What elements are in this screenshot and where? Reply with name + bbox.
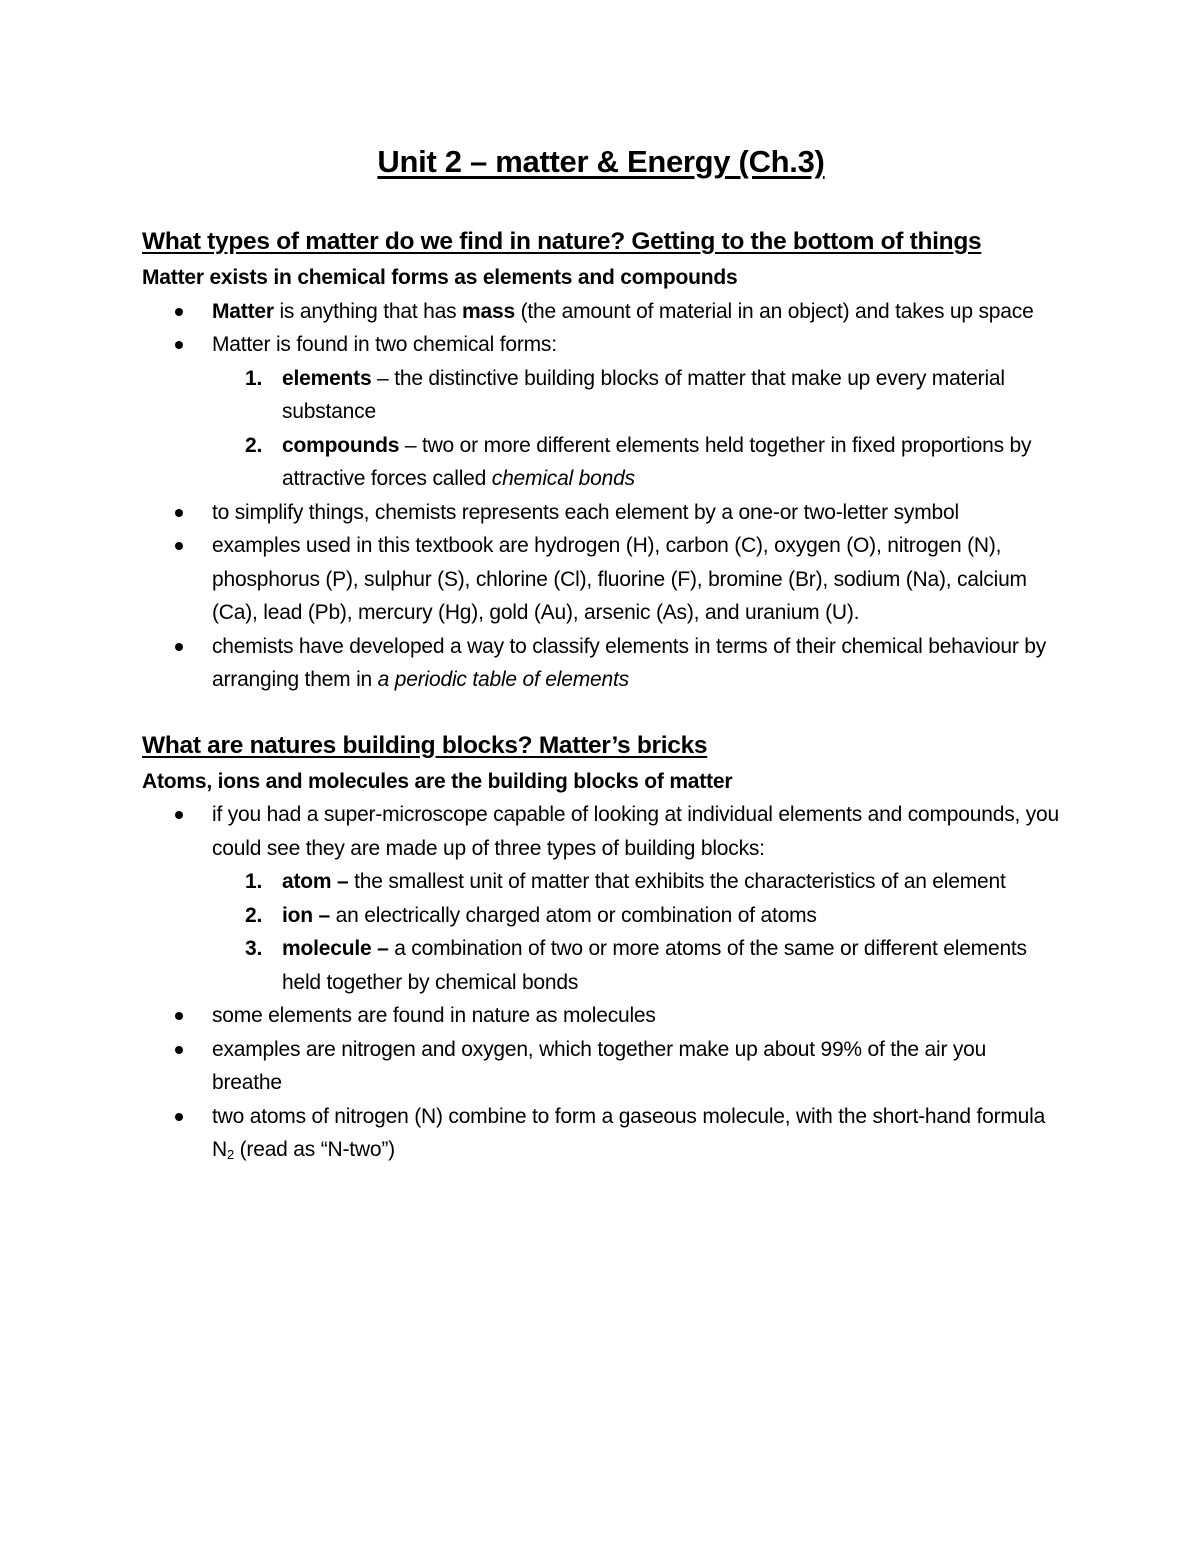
item-text: to simplify things, chemists represents each element by a one-or two-letter symbol xyxy=(212,500,959,524)
term-ion: ion – xyxy=(282,903,331,927)
term-atom: atom – xyxy=(282,870,349,893)
item-text: – two or more different elements held together in fixed proportions by attractive forces called xyxy=(282,433,1032,490)
item-text: (read as “N-two”) xyxy=(234,1138,395,1161)
page-title: Unit 2 – matter & Energy (Ch.3) xyxy=(377,144,825,179)
item-text: the smallest unit of matter that exhibits the characteristics of an element xyxy=(348,870,1006,893)
section-spacer xyxy=(142,697,1060,726)
section-heading: What are natures building blocks? Matter’s bricks xyxy=(142,731,708,759)
numbered-item xyxy=(142,865,1060,899)
section-subheading: Matter exists in chemical forms as elements and compounds xyxy=(142,266,738,289)
item-text: examples are nitrogen and oxygen, which together make up about 99% of the air you breathe xyxy=(212,1037,987,1094)
bullet-icon xyxy=(175,1046,183,1054)
list-item xyxy=(142,798,1060,999)
item-text: – the distinctive building blocks of matter that make up every material substance xyxy=(282,366,1005,423)
term-mass: mass xyxy=(462,299,515,323)
numbered-list xyxy=(142,362,1060,496)
numbered-item xyxy=(142,429,1060,496)
bullet-list xyxy=(142,798,1060,1167)
item-text: two atoms of nitrogen (N) combine to form a gaseous molecule, with the short-hand formula N xyxy=(212,1104,1046,1161)
section-matter-types xyxy=(142,222,1060,697)
italic-term: chemical bonds xyxy=(491,467,635,490)
item-number: 1. xyxy=(245,366,263,390)
list-item xyxy=(142,328,1060,496)
bullet-icon xyxy=(175,509,183,517)
item-text: Matter is found in two chemical forms: xyxy=(212,333,557,356)
item-number: 2. xyxy=(245,433,263,457)
bullet-icon xyxy=(175,643,183,651)
term-elements: elements xyxy=(282,366,372,390)
numbered-item xyxy=(142,899,1060,933)
list-item xyxy=(142,295,1060,329)
term-molecule: molecule – xyxy=(282,937,389,960)
list-item xyxy=(142,1100,1060,1167)
term-compounds: compounds xyxy=(282,433,400,457)
list-item xyxy=(142,1033,1060,1100)
item-text: an electrically charged atom or combination of atoms xyxy=(330,903,817,927)
italic-term: a periodic table of elements xyxy=(377,668,629,691)
bullet-icon xyxy=(175,1113,183,1121)
item-number: 2. xyxy=(245,903,263,927)
section-heading: What types of matter do we find in nature? Getting to the bottom of things xyxy=(142,228,982,255)
list-item xyxy=(142,630,1060,697)
item-text: some elements are found in nature as molecules xyxy=(212,1004,656,1027)
section-building-blocks xyxy=(142,726,1060,1167)
bullet-icon xyxy=(175,308,183,316)
item-text: a combination of two or more atoms of the same or different elements held together by chemical bonds xyxy=(282,937,1027,994)
bullet-icon xyxy=(175,542,183,550)
bullet-list xyxy=(142,295,1060,697)
item-text: if you had a super-microscope capable of looking at individual elements and compounds, you could see they are made up of three types of building blocks: xyxy=(212,803,1060,860)
section-subheading: Atoms, ions and molecules are the building blocks of matter xyxy=(142,769,733,793)
subscript: 2 xyxy=(226,1147,234,1162)
item-text: is anything that has xyxy=(273,299,463,323)
bullet-icon xyxy=(175,811,183,819)
item-text: chemists have developed a way to classify elements in terms of their chemical behaviour by arranging them in xyxy=(212,634,1047,691)
numbered-item xyxy=(142,362,1060,429)
list-item xyxy=(142,999,1060,1033)
list-item xyxy=(142,496,1060,530)
item-number: 1. xyxy=(245,870,263,893)
item-text: examples used in this textbook are hydrogen (H), carbon (C), oxygen (O), nitrogen (N), phosphorus (P), sulphur (S), chlorine (Cl), fluorine (F), bromine (Br), sodium (Na), calcium (Ca), lead (Pb), mercury (Hg), gold (Au), arsenic (As), and uranium (U). xyxy=(212,534,1027,624)
bullet-icon xyxy=(175,341,183,349)
bullet-icon xyxy=(175,1012,183,1020)
item-number: 3. xyxy=(245,937,263,960)
list-item xyxy=(142,529,1060,630)
term-matter: Matter xyxy=(212,299,274,323)
numbered-item xyxy=(142,932,1060,999)
item-text: (the amount of material in an object) and takes up space xyxy=(514,299,1034,323)
numbered-list xyxy=(142,865,1060,999)
